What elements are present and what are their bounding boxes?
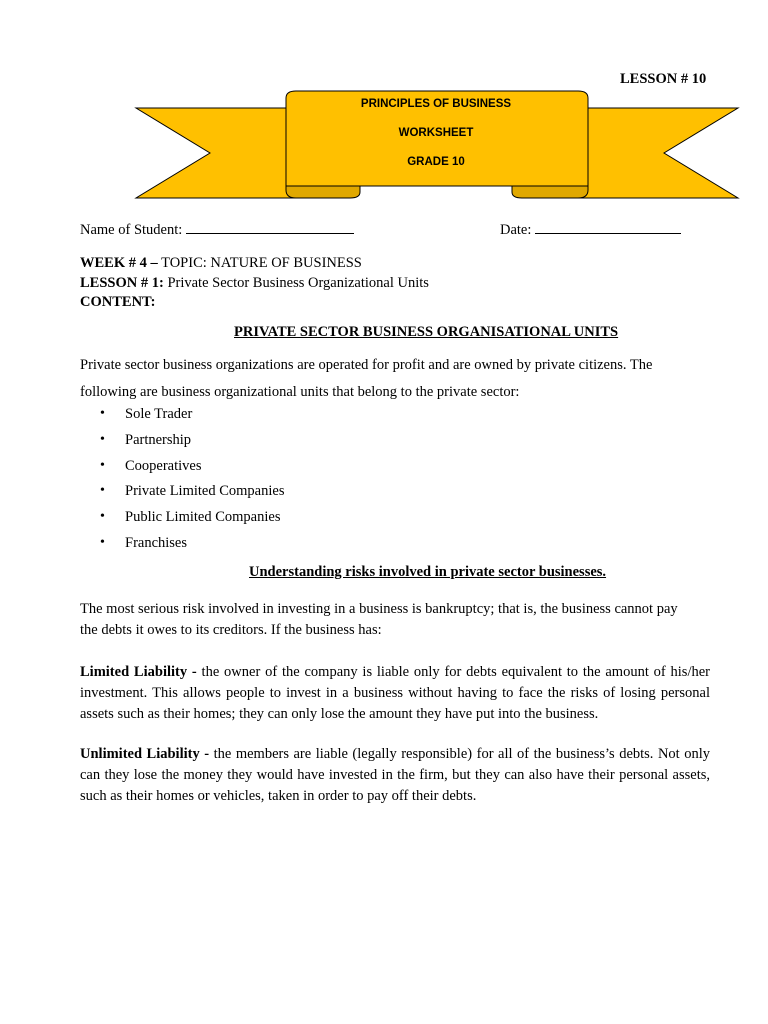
- lesson-label: LESSON # 1:: [80, 275, 164, 291]
- banner-subtitle: WORKSHEET: [398, 127, 474, 139]
- date-label: Date:: [500, 222, 532, 238]
- list-item: • Partnership: [100, 431, 192, 448]
- bullet-icon: •: [100, 406, 105, 421]
- unlimited-liability-paragraph: [80, 744, 710, 807]
- limited-liability-paragraph: [80, 662, 710, 725]
- intro-paragraph: Private sector business organizations are operated for profit and are owned by private citizens. The following are business organizational units that belong to the private sector:: [80, 357, 653, 400]
- week-topic-line: [80, 255, 362, 272]
- risk-intro-paragraph: The most serious risk involved in investing in a business is bankruptcy; that is, the business cannot pay the debts it owes to its creditors. If the business has:: [80, 601, 678, 638]
- list-item: • Private Limited Companies: [100, 483, 285, 500]
- unlimited-liability-text: the members are liable (legally responsible) for all of the business’s debts. Not only can they lose the money they would have invested in the firm, but they can also have their personal assets, such as their homes or vehicles, taken in order to pay off their debts.: [80, 746, 710, 804]
- limited-liability-term: Limited Liability -: [80, 664, 197, 680]
- banner-title: PRINCIPLES OF BUSINESS: [360, 98, 512, 110]
- limited-liability-text: the owner of the company is liable only for debts equivalent to the amount of his/her investment. This allows people to invest in a business without having to face the risks of losing personal assets such as their homes; they can only lose the amount they have put into the business.: [80, 664, 710, 722]
- lesson-topic-line: [80, 275, 429, 292]
- date-row: [500, 221, 681, 239]
- student-name-field[interactable]: [186, 221, 354, 234]
- bullet-icon: •: [100, 509, 105, 525]
- org-units-list: [100, 404, 284, 559]
- student-name-row: [80, 221, 354, 239]
- lesson-number: LESSON # 10: [620, 71, 707, 87]
- list-item: • Sole Trader: [100, 406, 193, 422]
- content-label: CONTENT:: [80, 294, 156, 310]
- week-label: WEEK # 4 –: [80, 255, 158, 271]
- list-item: • Cooperatives: [100, 457, 202, 474]
- week-topic: TOPIC: NATURE OF BUSINESS: [157, 255, 362, 271]
- date-field[interactable]: [535, 221, 681, 234]
- banner-grade: GRADE 10: [407, 156, 465, 168]
- bullet-icon: •: [100, 457, 105, 473]
- student-name-label: Name of Student:: [80, 222, 183, 238]
- unlimited-liability-term: Unlimited Liability -: [80, 746, 210, 762]
- list-item: • Public Limited Companies: [100, 509, 281, 526]
- list-item: • Franchises: [100, 534, 188, 551]
- bullet-icon: •: [100, 534, 105, 550]
- bullet-icon: •: [100, 431, 105, 447]
- section-title-private-sector: PRIVATE SECTOR BUSINESS ORGANISATIONAL UNITS: [234, 324, 619, 340]
- bullet-icon: •: [100, 483, 105, 499]
- lesson-topic: Private Sector Business Organizational Units: [163, 275, 429, 291]
- section-title-risks: Understanding risks involved in private sector businesses.: [249, 564, 607, 580]
